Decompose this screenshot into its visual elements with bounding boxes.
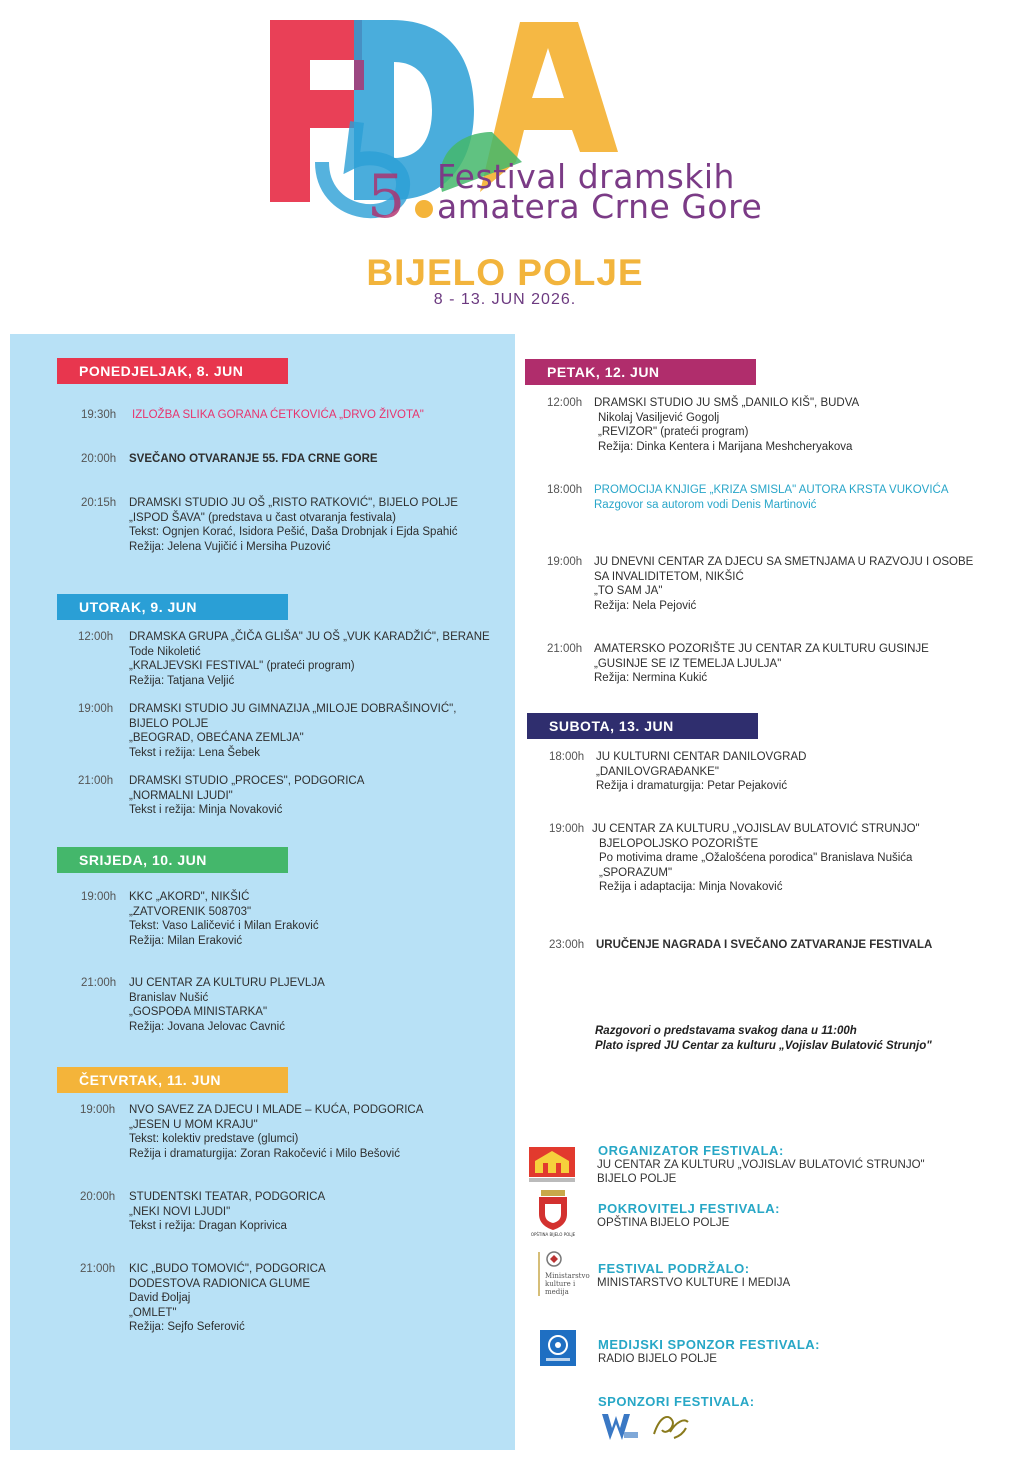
- event-line: JU KULTURNI CENTAR DANILOVGRAD: [596, 751, 807, 763]
- day-header-tuesday: UTORAK, 9. JUN: [57, 594, 288, 620]
- event-line: Po motivima drame „Ožalošćena porodica" Branislava Nušića: [599, 852, 913, 864]
- event-line: STUDENTSKI TEATAR, PODGORICA: [129, 1191, 326, 1203]
- event-line: Režija: Nermina Kukić: [594, 672, 708, 684]
- support-line: MINISTARSTVO KULTURE I MEDIJA: [597, 1277, 791, 1289]
- ministry-logo-icon: [537, 1250, 593, 1298]
- event-time: 19:00h: [547, 556, 583, 568]
- event-line: „GOSPOĐA MINISTARKA": [129, 1006, 268, 1018]
- event-line: „NEKI NOVI LJUDI": [129, 1205, 231, 1218]
- event-line: Režija: Tatjana Veljić: [129, 674, 235, 687]
- event-line: Tekst i režija: Dragan Koprivica: [129, 1220, 287, 1232]
- event-line: JU CENTAR ZA KULTURU „VOJISLAV BULATOVIĆ STRUNJO": [592, 823, 920, 835]
- event-line: DRAMSKI STUDIO JU SMŠ „DANILO KIŠ", BUDVA: [594, 397, 860, 409]
- event-line: Režija: Sejfo Seferović: [129, 1321, 245, 1333]
- municipality-logo-text: OPŠTINA BIJELO POLJE: [530, 1232, 576, 1237]
- support-heading: FESTIVAL PODRŽALO:: [598, 1261, 750, 1276]
- event-line: Režija: Dinka Kentera i Marijana Meshcheryakova: [598, 440, 853, 453]
- city-title: BIJELO POLJE: [366, 252, 644, 293]
- event-line: „OMLET": [129, 1306, 177, 1319]
- event-line: Režija: Nela Pejović: [594, 599, 697, 612]
- organizer-line2: BIJELO POLJE: [597, 1173, 677, 1185]
- event-line: David Đoljaj: [129, 1292, 191, 1304]
- event-line: „ZATVORENIK 508703": [129, 905, 252, 918]
- day-header-friday: PETAK, 12. JUN: [525, 359, 756, 385]
- event-line: „TO SAM JA": [594, 585, 663, 597]
- event-line: DODESTOVA RADIONICA GLUME: [129, 1277, 311, 1290]
- event-time: 21:00h: [81, 977, 117, 989]
- event-line: DRAMSKA GRUPA „ČIČA GLIŠA" JU OŠ „VUK KARADŽIĆ", BERANE: [129, 631, 490, 643]
- event-line: „BEOGRAD, OBEĆANA ZEMLJA": [129, 732, 304, 744]
- event-line: PROMOCIJA KNJIGE „KRIZA SMISLA" AUTORA KRSTA VUKOVIĆA: [594, 484, 949, 496]
- event-line: DRAMSKI STUDIO JU OŠ „RISTO RATKOVIĆ", BIJELO POLJE: [129, 497, 458, 509]
- discussion-note-line2: Plato ispred JU Centar za kulturu „Vojislav Bulatović Strunjo": [595, 1040, 932, 1052]
- event-line: BIJELO POLJE: [129, 717, 209, 730]
- event-line: AMATERSKO POZORIŠTE JU CENTAR ZA KULTURU GUSINJE: [594, 643, 929, 655]
- event-line: DRAMSKI STUDIO JU GIMNAZIJA „MILOJE DOBRAŠINOVIĆ",: [129, 703, 457, 715]
- event-line: Režija i dramaturgija: Petar Pejaković: [596, 780, 788, 792]
- event-time: 23:00h: [549, 939, 585, 951]
- event-line: Razgovor sa autorom vodi Denis Martinović: [594, 498, 817, 511]
- sponsor-script-logo-icon: [650, 1410, 692, 1444]
- event-line: „GUSINJE SE IZ TEMELJA LJULJA": [594, 657, 782, 670]
- event-line: Tekst: Vaso Laličević i Milan Eraković: [129, 920, 319, 932]
- event-line: BJELOPOLJSKO POZORIŠTE: [599, 837, 759, 850]
- event-line: „KRALJEVSKI FESTIVAL" (prateći program): [129, 660, 355, 672]
- event-time: 21:00h: [547, 643, 583, 655]
- organizer-heading: ORGANIZATOR FESTIVALA:: [598, 1143, 784, 1158]
- event-line: „DANILOVGRAĐANKE": [596, 765, 719, 778]
- event-line: „ISPOD ŠAVA" (predstava u čast otvaranja festivala): [129, 511, 396, 524]
- event-line: Režija: Jovana Jelovac Cavnić: [129, 1020, 285, 1033]
- event-line: SVEČANO OTVARANJE 55. FDA CRNE GORE: [129, 453, 378, 465]
- event-line: NVO SAVEZ ZA DJECU I MLADE – KUĆA, PODGORICA: [129, 1104, 424, 1116]
- patron-line: OPŠTINA BIJELO POLJE: [597, 1217, 730, 1229]
- logo-letter-f: [270, 20, 362, 202]
- event-line: Režija i dramaturgija: Zoran Rakočević i Milo Bešović: [129, 1147, 400, 1160]
- event-line: „SPORAZUM": [599, 866, 673, 879]
- ministry-logo-text-1: Ministarstvo: [545, 1272, 590, 1280]
- event-time: 20:15h: [81, 497, 117, 509]
- event-time: 19:30h: [81, 409, 117, 421]
- event-line: KKC „AKORD", NIKŠIĆ: [129, 891, 250, 903]
- event-time: 12:00h: [78, 631, 114, 643]
- radio-logo-icon: [540, 1330, 576, 1366]
- event-line: Režija: Jelena Vujičić i Mersiha Puzović: [129, 540, 331, 553]
- event-time: 18:00h: [547, 484, 583, 496]
- event-time: 20:00h: [80, 1191, 116, 1203]
- ministry-logo-text-3: medija: [545, 1288, 569, 1296]
- media-sponsor-line: RADIO BIJELO POLJE: [598, 1353, 717, 1365]
- municipality-crest-icon: [530, 1190, 576, 1238]
- day-header-monday: PONEDJELJAK, 8. JUN: [57, 358, 288, 384]
- day-header-thursday: ČETVRTAK, 11. JUN: [57, 1067, 288, 1093]
- ministry-logo-text-2: kulture i: [545, 1280, 576, 1288]
- event-line: „REVIZOR" (prateći program): [598, 426, 749, 438]
- patron-heading: POKROVITELJ FESTIVALA:: [598, 1201, 780, 1216]
- event-line: „JESEN U MOM KRAJU": [129, 1118, 258, 1131]
- media-sponsor-heading: MEDIJSKI SPONZOR FESTIVALA:: [598, 1337, 820, 1352]
- event-time: 19:00h: [78, 703, 114, 715]
- event-time: 18:00h: [549, 751, 585, 763]
- discussion-note-line1: Razgovori o predstavama svakog dana u 11:00h: [595, 1025, 857, 1037]
- event-line: JU DNEVNI CENTAR ZA DJECU SA SMETNJAMA U RAZVOJU I OSOBE: [594, 556, 974, 568]
- sponsor-w-logo-icon: [600, 1412, 640, 1442]
- event-line: JU CENTAR ZA KULTURU PLJEVLJA: [129, 977, 325, 989]
- event-line: DRAMSKI STUDIO „PROCES", PODGORICA: [129, 775, 365, 787]
- event-line: Tode Nikoletić: [129, 645, 201, 658]
- event-line: Tekst i režija: Lena Šebek: [129, 746, 261, 759]
- event-line: Tekst: kolektiv predstave (glumci): [129, 1133, 299, 1145]
- event-line: SA INVALIDITETOM, NIKŠIĆ: [594, 570, 744, 583]
- organizer-logo-icon: [529, 1147, 575, 1183]
- logo-edition-number: 5: [367, 162, 406, 232]
- event-time: 19:00h: [549, 823, 585, 835]
- event-line: Branislav Nušić: [129, 991, 209, 1004]
- event-line: URUČENJE NAGRADA I SVEČANO ZATVARANJE FESTIVALA: [596, 939, 933, 951]
- event-time: 19:00h: [81, 891, 117, 903]
- event-line: Režija i adaptacija: Minja Novaković: [599, 881, 783, 893]
- sponsors-heading: SPONZORI FESTIVALA:: [598, 1394, 755, 1409]
- event-line: IZLOŽBA SLIKA GORANA ĆETKOVIĆA „DRVO ŽIVOTA": [132, 409, 424, 421]
- event-line: „NORMALNI LJUDI": [129, 789, 233, 802]
- day-header-saturday: SUBOTA, 13. JUN: [527, 713, 758, 739]
- event-time: 21:00h: [80, 1263, 116, 1275]
- event-time: 12:00h: [547, 397, 583, 409]
- event-time: 21:00h: [78, 775, 114, 787]
- event-line: Tekst i režija: Minja Novaković: [129, 804, 283, 816]
- organizer-line1: JU CENTAR ZA KULTURU „VOJISLAV BULATOVIĆ STRUNJO": [597, 1159, 925, 1171]
- event-line: Režija: Milan Eraković: [129, 934, 243, 947]
- tagline-line1: Festival dramskih: [437, 157, 735, 196]
- event-time: 20:00h: [81, 453, 117, 465]
- day-header-wednesday: SRIJEDA, 10. JUN: [57, 847, 288, 873]
- event-time: 19:00h: [80, 1104, 116, 1116]
- tagline-line2: amatera Crne Gore: [437, 187, 763, 226]
- event-line: Tekst: Ognjen Korać, Isidora Pešić, Daša Drobnjak i Ejda Spahić: [129, 526, 458, 538]
- event-line: Nikolaj Vasiljević Gogolj: [598, 411, 720, 424]
- festival-dates: 8 - 13. JUN 2026.: [433, 291, 577, 308]
- event-line: KIC „BUDO TOMOVIĆ", PODGORICA: [129, 1263, 326, 1275]
